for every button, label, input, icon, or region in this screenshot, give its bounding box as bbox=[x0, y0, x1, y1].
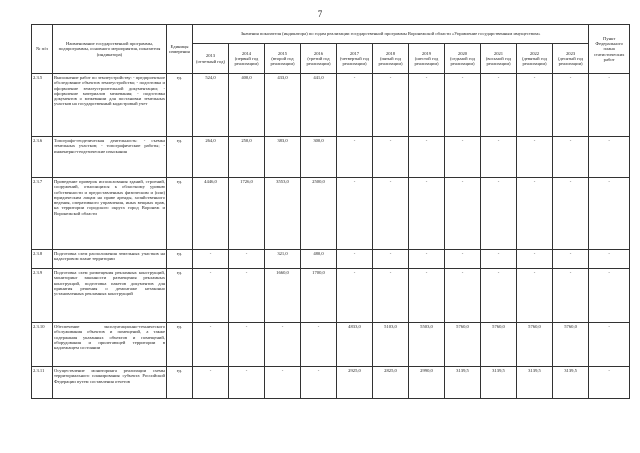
header-year bbox=[481, 44, 517, 74]
row-value: - bbox=[229, 269, 265, 323]
row-value: - bbox=[337, 137, 373, 178]
row-value: - bbox=[337, 269, 373, 323]
row-plan: - bbox=[589, 137, 630, 178]
table-header bbox=[32, 25, 630, 74]
row-plan: - bbox=[589, 367, 630, 399]
header-year bbox=[193, 44, 229, 74]
row-value: - bbox=[481, 269, 517, 323]
row-value: - bbox=[193, 250, 229, 269]
header-unit: Единицы измерения bbox=[167, 25, 193, 74]
header-year-value: 2018 bbox=[385, 50, 396, 56]
row-value: 2990,0 bbox=[409, 367, 445, 399]
row-name: Обеспечение эксплуатационно-технического обслуживания объектов и помещений, а также содержания указанных объектов и помещений, оборудования и прилегающей территории в надлежащем состоянии bbox=[53, 323, 167, 367]
table-row bbox=[32, 74, 630, 137]
row-value: - bbox=[337, 250, 373, 269]
header-year bbox=[373, 44, 409, 74]
header-year-value: 2016 bbox=[313, 50, 324, 56]
row-value: 1660,0 bbox=[265, 269, 301, 323]
row-value: 300,0 bbox=[301, 137, 337, 178]
row-value: - bbox=[373, 137, 409, 178]
table-row bbox=[32, 178, 630, 250]
row-plan: - bbox=[589, 74, 630, 137]
header-year-note: (восьмой год реализации) bbox=[485, 55, 512, 67]
row-value: - bbox=[517, 137, 553, 178]
row-value: - bbox=[229, 250, 265, 269]
row-value: - bbox=[265, 367, 301, 399]
row-value: 383,0 bbox=[265, 137, 301, 178]
row-value: - bbox=[445, 74, 481, 137]
header-year bbox=[337, 44, 373, 74]
row-value: - bbox=[193, 323, 229, 367]
row-value: - bbox=[481, 137, 517, 178]
table-body bbox=[32, 74, 630, 399]
row-value: - bbox=[517, 178, 553, 250]
row-name: Подготовка схем расположения земельных участков на кадастровом плане территории bbox=[53, 250, 167, 269]
row-value: 2500,0 bbox=[301, 178, 337, 250]
row-name: Подготовка схем размещения рекламных конструкций, мониторинг законности размещения рекламных конструкций, подготовка пакетов документов для принятия решения о демонтаже незаконно установленных рекламных конструкций bbox=[53, 269, 167, 323]
row-unit: ед. bbox=[167, 367, 193, 399]
table-row bbox=[32, 367, 630, 399]
header-year bbox=[409, 44, 445, 74]
row-name: Проведение проверок использования зданий, строений, сооружений, относящихся к областному уровню собственности и предоставленных физическим и (или) юридическим лицам на праве аренды, хозяйственного ведения, оперативного управления, иных вещных прав, на территории городского округа город Воронеж и Воронежской области bbox=[53, 178, 167, 250]
header-num: № п/п bbox=[32, 25, 53, 74]
row-value: 250,0 bbox=[229, 137, 265, 178]
row-value: 433,0 bbox=[265, 74, 301, 137]
header-year-note: (второй год реализации) bbox=[270, 55, 295, 67]
header-values: Значения показателя (индикатора) по годам реализации государственной программы Воронежской области «Управление государственным имуществом» bbox=[193, 25, 589, 44]
row-value: - bbox=[265, 323, 301, 367]
row-value: - bbox=[409, 137, 445, 178]
header-year-note: (четвертый год реализации) bbox=[339, 55, 370, 67]
row-number: 2.3.8 bbox=[32, 250, 53, 269]
header-year-value: 2021 bbox=[493, 50, 504, 56]
row-name: Топографо-геодезическая деятельность: - съемка земельных участков; - топографические работы; - инженерно-геодезические изыскания bbox=[53, 137, 167, 178]
header-year-value: 2023 bbox=[565, 50, 576, 56]
row-value: 2825,0 bbox=[373, 367, 409, 399]
row-value: - bbox=[517, 74, 553, 137]
row-value: 400,0 bbox=[229, 74, 265, 137]
header-year-note: (десятый год реализации) bbox=[557, 55, 584, 67]
row-number: 2.3.5 bbox=[32, 74, 53, 137]
header-year-note: (первый год реализации) bbox=[234, 55, 259, 67]
row-value: - bbox=[373, 269, 409, 323]
row-unit: ед. bbox=[167, 269, 193, 323]
row-plan: - bbox=[589, 178, 630, 250]
row-value: - bbox=[445, 250, 481, 269]
table-row bbox=[32, 323, 630, 367]
row-value: - bbox=[445, 178, 481, 250]
header-year-value: 2013 bbox=[205, 53, 216, 59]
header-year-note: (седьмой год реализации) bbox=[449, 55, 476, 67]
row-value: - bbox=[481, 74, 517, 137]
row-plan: - bbox=[589, 250, 630, 269]
row-value: - bbox=[229, 323, 265, 367]
header-year-note: (отчетный год) bbox=[195, 58, 226, 64]
header-year bbox=[553, 44, 589, 74]
row-value: - bbox=[229, 367, 265, 399]
row-value: - bbox=[409, 269, 445, 323]
row-value: - bbox=[517, 250, 553, 269]
header-year-value: 2020 bbox=[457, 50, 468, 56]
row-value: - bbox=[445, 269, 481, 323]
row-value: 3139,5 bbox=[553, 367, 589, 399]
row-value: 2925,0 bbox=[337, 367, 373, 399]
row-value: - bbox=[481, 250, 517, 269]
row-number: 2.3.6 bbox=[32, 137, 53, 178]
header-year bbox=[517, 44, 553, 74]
row-value: 5760,0 bbox=[517, 323, 553, 367]
header-year-value: 2022 bbox=[529, 50, 540, 56]
row-number: 2.3.10 bbox=[32, 323, 53, 367]
row-value: - bbox=[517, 269, 553, 323]
row-value: - bbox=[301, 323, 337, 367]
row-plan: - bbox=[589, 269, 630, 323]
row-unit: ед. bbox=[167, 74, 193, 137]
row-unit: ед. bbox=[167, 323, 193, 367]
row-name: Выполнение работ по землеустройству: - предпроектное обследование объектов землеустройства; - подготовка и оформление землеустроительной документации; - оформление материалов межевания; - подготовка документов о межевании для постановки земельных участков на государственный кадастровый учет bbox=[53, 74, 167, 137]
row-value: - bbox=[373, 250, 409, 269]
row-value: 5760,0 bbox=[553, 323, 589, 367]
header-name: Наименование государственной программы, подпрограммы, основного мероприятия, показателя (индикатора) bbox=[53, 25, 167, 74]
page-number: 7 bbox=[317, 9, 323, 19]
row-value: - bbox=[409, 250, 445, 269]
row-value: - bbox=[337, 178, 373, 250]
row-value: 5103,0 bbox=[373, 323, 409, 367]
row-unit: ед. bbox=[167, 250, 193, 269]
header-year-value: 2019 bbox=[421, 50, 432, 56]
row-value: - bbox=[409, 178, 445, 250]
header-year bbox=[301, 44, 337, 74]
header-year bbox=[229, 44, 265, 74]
row-unit: ед. bbox=[167, 178, 193, 250]
header-year bbox=[265, 44, 301, 74]
row-value: 441,0 bbox=[301, 74, 337, 137]
row-value: 5760,0 bbox=[445, 323, 481, 367]
header-year bbox=[445, 44, 481, 74]
header-year-note: (пятый год реализации) bbox=[378, 55, 403, 67]
row-value: 3553,0 bbox=[265, 178, 301, 250]
row-plan: - bbox=[589, 323, 630, 367]
row-unit: ед. bbox=[167, 137, 193, 178]
row-value: 3139,5 bbox=[517, 367, 553, 399]
row-value: 3139,5 bbox=[445, 367, 481, 399]
row-value: 524,0 bbox=[193, 74, 229, 137]
table-row bbox=[32, 137, 630, 178]
row-value: - bbox=[445, 137, 481, 178]
row-value: - bbox=[373, 178, 409, 250]
header-year-note: (третий год реализации) bbox=[306, 55, 331, 67]
row-value: 264,0 bbox=[193, 137, 229, 178]
row-value: 5760,0 bbox=[481, 323, 517, 367]
row-value: - bbox=[553, 74, 589, 137]
row-value: - bbox=[553, 137, 589, 178]
row-value: 1726,0 bbox=[229, 178, 265, 250]
row-value: - bbox=[193, 367, 229, 399]
header-year-value: 2017 bbox=[349, 50, 360, 56]
row-value: - bbox=[337, 74, 373, 137]
header-year-value: 2015 bbox=[277, 50, 288, 56]
row-value: - bbox=[553, 250, 589, 269]
table-row bbox=[32, 250, 630, 269]
header-year-value: 2014 bbox=[241, 50, 252, 56]
row-value: - bbox=[481, 178, 517, 250]
table-row bbox=[32, 269, 630, 323]
row-value: 321,0 bbox=[265, 250, 301, 269]
row-value: - bbox=[553, 269, 589, 323]
row-value: 480,0 bbox=[301, 250, 337, 269]
row-value: 4833,0 bbox=[337, 323, 373, 367]
row-value: - bbox=[373, 74, 409, 137]
row-value: 4446,0 bbox=[193, 178, 229, 250]
row-value: - bbox=[301, 367, 337, 399]
indicators-table bbox=[31, 24, 630, 399]
row-number: 2.3.9 bbox=[32, 269, 53, 323]
row-name: Осуществление мониторинга реализации схемы территориального планирования субъекта Российской Федерации путем составления отчетов bbox=[53, 367, 167, 399]
header-year-note: (девятый год реализации) bbox=[521, 55, 548, 67]
row-value: - bbox=[409, 74, 445, 137]
row-value: 5503,0 bbox=[409, 323, 445, 367]
row-number: 2.3.11 bbox=[32, 367, 53, 399]
header-plan: Пункт Федерального плана статистических работ bbox=[589, 25, 630, 74]
row-value: - bbox=[553, 178, 589, 250]
row-value: 3139,5 bbox=[481, 367, 517, 399]
row-value: - bbox=[193, 269, 229, 323]
header-year-note: (шестой год реализации) bbox=[414, 55, 439, 67]
row-value: 1700,0 bbox=[301, 269, 337, 323]
row-number: 2.3.7 bbox=[32, 178, 53, 250]
